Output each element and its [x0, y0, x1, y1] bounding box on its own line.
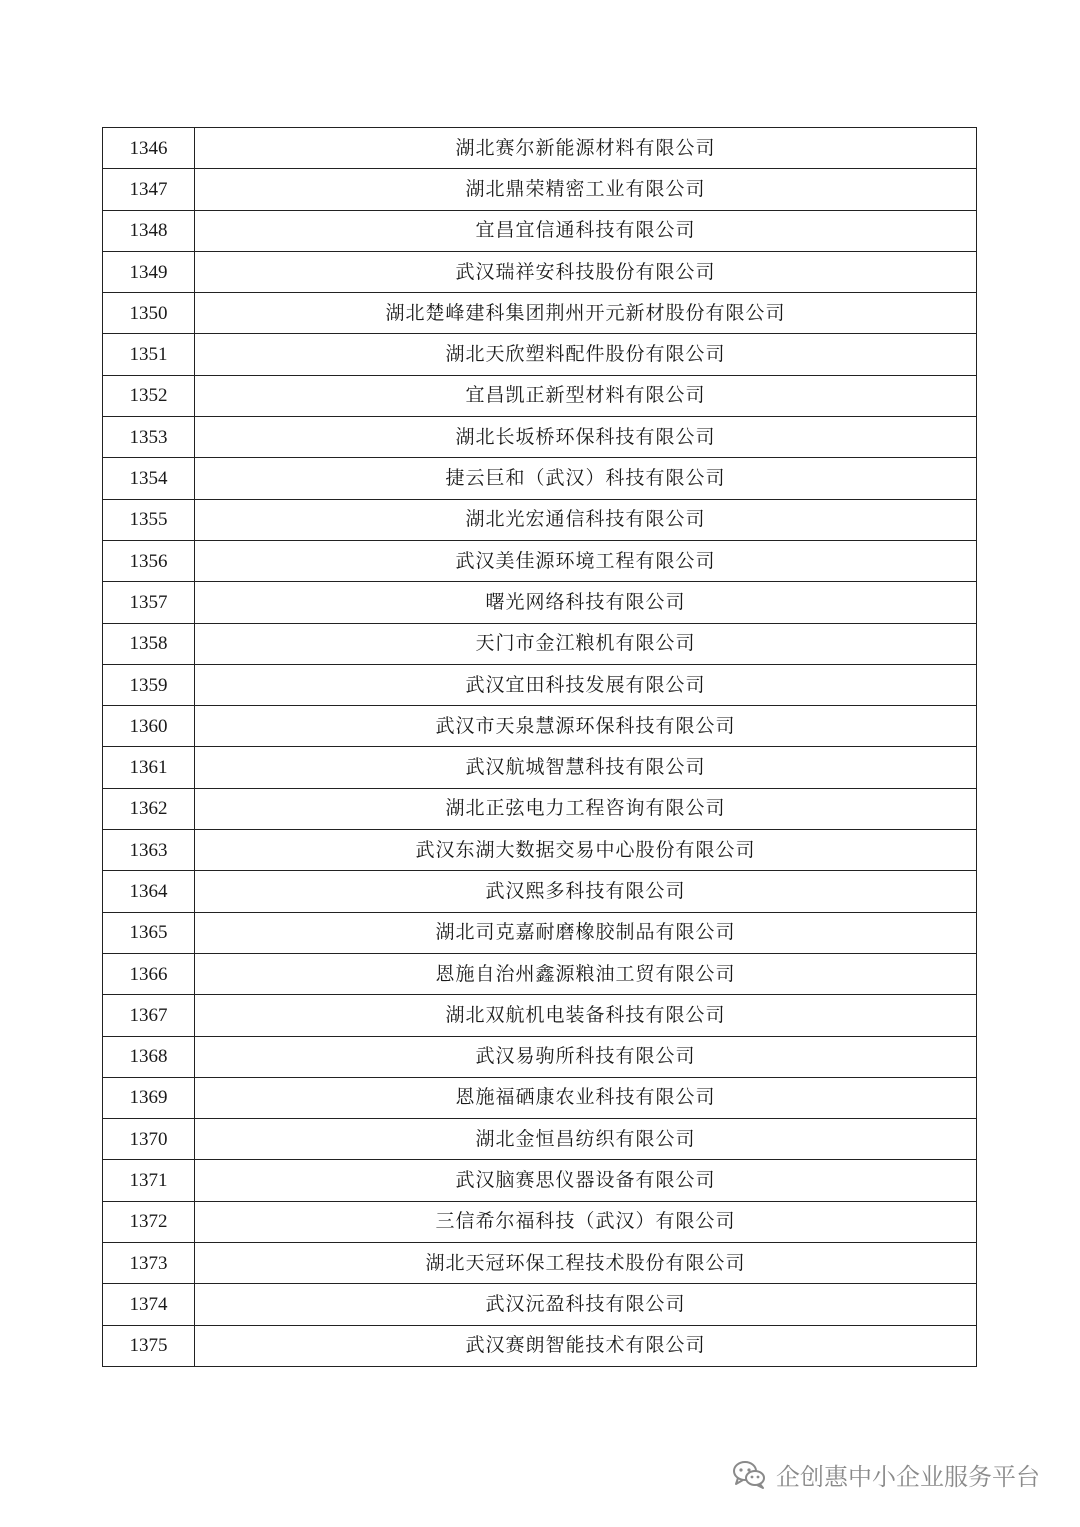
company-name: 湖北赛尔新能源材料有限公司: [195, 128, 977, 169]
company-name: 湖北光宏通信科技有限公司: [195, 499, 977, 540]
row-number: 1375: [103, 1325, 195, 1366]
table-row: [103, 540, 977, 581]
row-number: 1357: [103, 582, 195, 623]
company-name: 湖北楚峰建科集团荆州开元新材股份有限公司: [195, 293, 977, 334]
table-row: [103, 458, 977, 499]
table-row: [103, 912, 977, 953]
company-name: 湖北鼎荣精密工业有限公司: [195, 169, 977, 210]
table-row: [103, 128, 977, 169]
row-number: 1349: [103, 251, 195, 292]
row-number: 1366: [103, 953, 195, 994]
row-number: 1356: [103, 540, 195, 581]
company-name: 武汉市天泉慧源环保科技有限公司: [195, 706, 977, 747]
row-number: 1367: [103, 995, 195, 1036]
row-number: 1355: [103, 499, 195, 540]
wechat-icon: [732, 1459, 766, 1489]
company-name: 宜昌宜信通科技有限公司: [195, 210, 977, 251]
company-name: 武汉美佳源环境工程有限公司: [195, 540, 977, 581]
company-list-body: [103, 128, 977, 1367]
table-row: [103, 1160, 977, 1201]
table-row: [103, 499, 977, 540]
table-row: [103, 1325, 977, 1366]
table-row: [103, 830, 977, 871]
company-name: 恩施福硒康农业科技有限公司: [195, 1077, 977, 1118]
company-name: 湖北双航机电装备科技有限公司: [195, 995, 977, 1036]
row-number: 1362: [103, 788, 195, 829]
company-name: 宜昌凯正新型材料有限公司: [195, 375, 977, 416]
company-name: 湖北正弦电力工程咨询有限公司: [195, 788, 977, 829]
row-number: 1351: [103, 334, 195, 375]
row-number: 1346: [103, 128, 195, 169]
row-number: 1359: [103, 664, 195, 705]
row-number: 1361: [103, 747, 195, 788]
row-number: 1369: [103, 1077, 195, 1118]
row-number: 1371: [103, 1160, 195, 1201]
watermark: [732, 1452, 1040, 1496]
table-row: [103, 251, 977, 292]
table-row: [103, 417, 977, 458]
table-row: [103, 706, 977, 747]
row-number: 1373: [103, 1243, 195, 1284]
row-number: 1353: [103, 417, 195, 458]
company-name: 武汉瑞祥安科技股份有限公司: [195, 251, 977, 292]
row-number: 1347: [103, 169, 195, 210]
company-name: 三信希尔福科技（武汉）有限公司: [195, 1201, 977, 1242]
table-row: [103, 293, 977, 334]
table-row: [103, 1201, 977, 1242]
row-number: 1360: [103, 706, 195, 747]
row-number: 1364: [103, 871, 195, 912]
table-row: [103, 210, 977, 251]
table-row: [103, 788, 977, 829]
company-name: 曙光网络科技有限公司: [195, 582, 977, 623]
table-row: [103, 871, 977, 912]
row-number: 1363: [103, 830, 195, 871]
company-name: 捷云巨和（武汉）科技有限公司: [195, 458, 977, 499]
row-number: 1352: [103, 375, 195, 416]
company-name: 湖北天欣塑料配件股份有限公司: [195, 334, 977, 375]
company-name: 湖北长坂桥环保科技有限公司: [195, 417, 977, 458]
table-row: [103, 623, 977, 664]
table-row: [103, 1243, 977, 1284]
company-name: 武汉宜田科技发展有限公司: [195, 664, 977, 705]
row-number: 1374: [103, 1284, 195, 1325]
company-name: 武汉航城智慧科技有限公司: [195, 747, 977, 788]
table-row: [103, 1119, 977, 1160]
company-name: 武汉沅盈科技有限公司: [195, 1284, 977, 1325]
row-number: 1354: [103, 458, 195, 499]
table-row: [103, 375, 977, 416]
company-name: 恩施自治州鑫源粮油工贸有限公司: [195, 953, 977, 994]
company-list-table: [102, 127, 977, 1367]
row-number: 1350: [103, 293, 195, 334]
company-name: 武汉赛朗智能技术有限公司: [195, 1325, 977, 1366]
row-number: 1348: [103, 210, 195, 251]
company-name: 天门市金江粮机有限公司: [195, 623, 977, 664]
company-name: 武汉熙多科技有限公司: [195, 871, 977, 912]
watermark-text: 企创惠中小企业服务平台: [776, 1462, 1040, 1491]
table-row: [103, 1284, 977, 1325]
company-name: 武汉东湖大数据交易中心股份有限公司: [195, 830, 977, 871]
company-name: 武汉易驹所科技有限公司: [195, 1036, 977, 1077]
table-row: [103, 1077, 977, 1118]
table-row: [103, 582, 977, 623]
table-row: [103, 334, 977, 375]
row-number: 1370: [103, 1119, 195, 1160]
table-row: [103, 953, 977, 994]
company-name: 湖北金恒昌纺织有限公司: [195, 1119, 977, 1160]
company-name: 湖北司克嘉耐磨橡胶制品有限公司: [195, 912, 977, 953]
table-row: [103, 664, 977, 705]
company-name: 武汉脑赛思仪器设备有限公司: [195, 1160, 977, 1201]
table-row: [103, 995, 977, 1036]
row-number: 1365: [103, 912, 195, 953]
row-number: 1358: [103, 623, 195, 664]
table-row: [103, 169, 977, 210]
row-number: 1372: [103, 1201, 195, 1242]
company-name: 湖北天冠环保工程技术股份有限公司: [195, 1243, 977, 1284]
table-row: [103, 1036, 977, 1077]
table-row: [103, 747, 977, 788]
row-number: 1368: [103, 1036, 195, 1077]
